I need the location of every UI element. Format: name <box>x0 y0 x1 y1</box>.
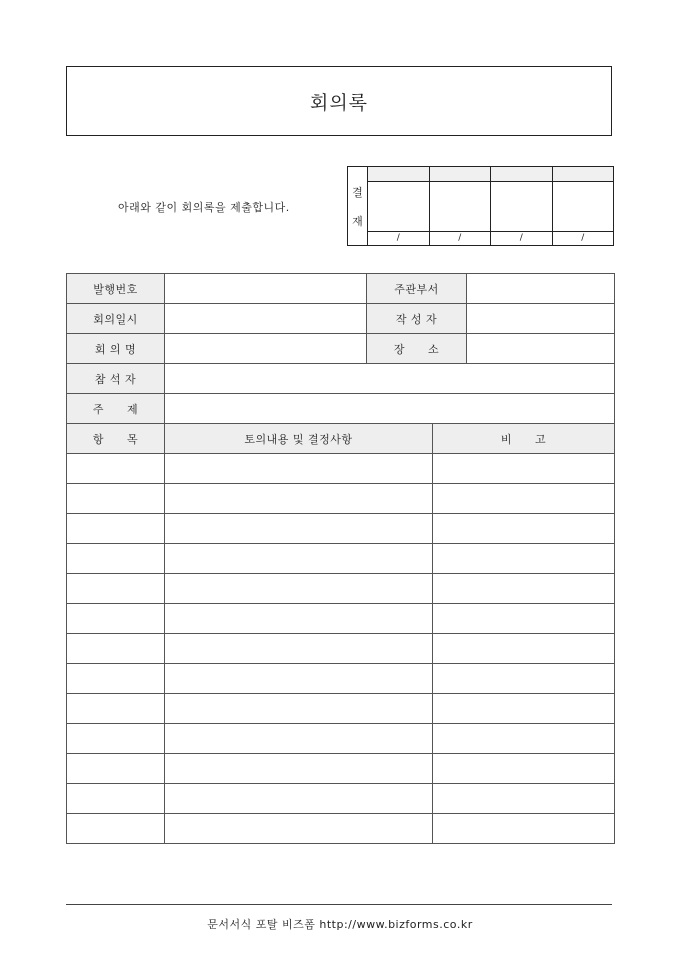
approval-title-cell[interactable] <box>430 167 491 182</box>
note-cell[interactable] <box>433 514 615 544</box>
approval-date-cell[interactable]: / <box>581 233 585 243</box>
approval-date-cell[interactable]: / <box>519 233 523 243</box>
content-cell[interactable] <box>165 514 433 544</box>
note-cell[interactable] <box>433 664 615 694</box>
item-column-header: 항 목 <box>67 424 165 454</box>
approval-date-cell[interactable]: / <box>458 233 462 243</box>
note-cell[interactable] <box>433 484 615 514</box>
note-cell[interactable] <box>433 784 615 814</box>
item-row <box>67 694 615 724</box>
attendees-field[interactable] <box>165 364 615 394</box>
place-field[interactable] <box>467 334 615 364</box>
item-cell[interactable] <box>67 724 165 754</box>
author-field[interactable] <box>467 304 615 334</box>
meeting-name-label: 회 의 명 <box>67 334 165 364</box>
page-title: 회의록 <box>309 91 369 114</box>
item-cell[interactable] <box>67 814 165 844</box>
approval-sign-cell[interactable] <box>368 182 429 232</box>
item-row <box>67 754 615 784</box>
approval-sign-cell[interactable] <box>491 182 552 232</box>
note-cell[interactable] <box>433 574 615 604</box>
note-cell[interactable] <box>433 814 615 844</box>
approval-title-cell[interactable] <box>368 167 429 182</box>
footer-divider <box>66 904 612 905</box>
item-cell[interactable] <box>67 574 165 604</box>
footer-text: 문서서식 포탈 비즈폼 http://www.bizforms.co.kr <box>207 918 473 931</box>
content-cell[interactable] <box>165 454 433 484</box>
item-cell[interactable] <box>67 694 165 724</box>
info-row-attendees <box>67 364 615 394</box>
item-row <box>67 814 615 844</box>
items-header-row <box>67 424 615 454</box>
item-cell[interactable] <box>67 664 165 694</box>
date-field[interactable] <box>165 304 367 334</box>
item-row <box>67 634 615 664</box>
issue-no-label: 발행번호 <box>67 274 165 304</box>
approval-column <box>368 167 430 245</box>
item-row <box>67 484 615 514</box>
item-cell[interactable] <box>67 604 165 634</box>
minutes-table <box>66 273 615 844</box>
item-row <box>67 514 615 544</box>
item-cell[interactable] <box>67 484 165 514</box>
note-cell[interactable] <box>433 634 615 664</box>
info-row-name <box>67 334 615 364</box>
approval-title-cell[interactable] <box>553 167 614 182</box>
attendees-label: 참 석 자 <box>67 364 165 394</box>
date-label: 회의일시 <box>67 304 165 334</box>
subject-field[interactable] <box>165 394 615 424</box>
note-cell[interactable] <box>433 454 615 484</box>
content-cell[interactable] <box>165 544 433 574</box>
place-label: 장 소 <box>367 334 467 364</box>
item-row <box>67 604 615 634</box>
content-cell[interactable] <box>165 634 433 664</box>
approval-sign-cell[interactable] <box>553 182 614 232</box>
meeting-name-field[interactable] <box>165 334 367 364</box>
approval-column <box>430 167 492 245</box>
dept-field[interactable] <box>467 274 615 304</box>
approval-box <box>347 166 614 246</box>
info-row-date <box>67 304 615 334</box>
item-row <box>67 454 615 484</box>
dept-label: 주관부서 <box>367 274 467 304</box>
approval-column <box>553 167 614 245</box>
item-cell[interactable] <box>67 784 165 814</box>
item-row <box>67 574 615 604</box>
note-cell[interactable] <box>433 604 615 634</box>
item-cell[interactable] <box>67 544 165 574</box>
author-label: 작 성 자 <box>367 304 467 334</box>
subject-label: 주 제 <box>67 394 165 424</box>
content-cell[interactable] <box>165 754 433 784</box>
note-cell[interactable] <box>433 694 615 724</box>
info-row-subject <box>67 394 615 424</box>
content-cell[interactable] <box>165 574 433 604</box>
item-cell[interactable] <box>67 454 165 484</box>
approval-date-cell[interactable]: / <box>396 233 400 243</box>
intro-text: 아래와 같이 회의록을 제출합니다. <box>118 201 290 214</box>
issue-no-field[interactable] <box>165 274 367 304</box>
item-cell[interactable] <box>67 754 165 784</box>
approval-label <box>348 167 368 245</box>
item-row <box>67 544 615 574</box>
note-cell[interactable] <box>433 754 615 784</box>
approval-column <box>491 167 553 245</box>
approval-title-cell[interactable] <box>491 167 552 182</box>
content-cell[interactable] <box>165 814 433 844</box>
title-box <box>66 66 612 136</box>
note-cell[interactable] <box>433 544 615 574</box>
content-cell[interactable] <box>165 484 433 514</box>
item-row <box>67 784 615 814</box>
content-cell[interactable] <box>165 604 433 634</box>
approval-sign-cell[interactable] <box>430 182 491 232</box>
note-column-header: 비 고 <box>433 424 615 454</box>
approval-label-bottom: 재 <box>352 214 363 228</box>
item-cell[interactable] <box>67 514 165 544</box>
note-cell[interactable] <box>433 724 615 754</box>
info-row-issue <box>67 274 615 304</box>
content-cell[interactable] <box>165 694 433 724</box>
item-cell[interactable] <box>67 634 165 664</box>
content-cell[interactable] <box>165 664 433 694</box>
content-cell[interactable] <box>165 784 433 814</box>
content-column-header: 토의내용 및 결정사항 <box>165 424 433 454</box>
item-row <box>67 724 615 754</box>
content-cell[interactable] <box>165 724 433 754</box>
item-row <box>67 664 615 694</box>
approval-label-top: 결 <box>352 185 363 199</box>
